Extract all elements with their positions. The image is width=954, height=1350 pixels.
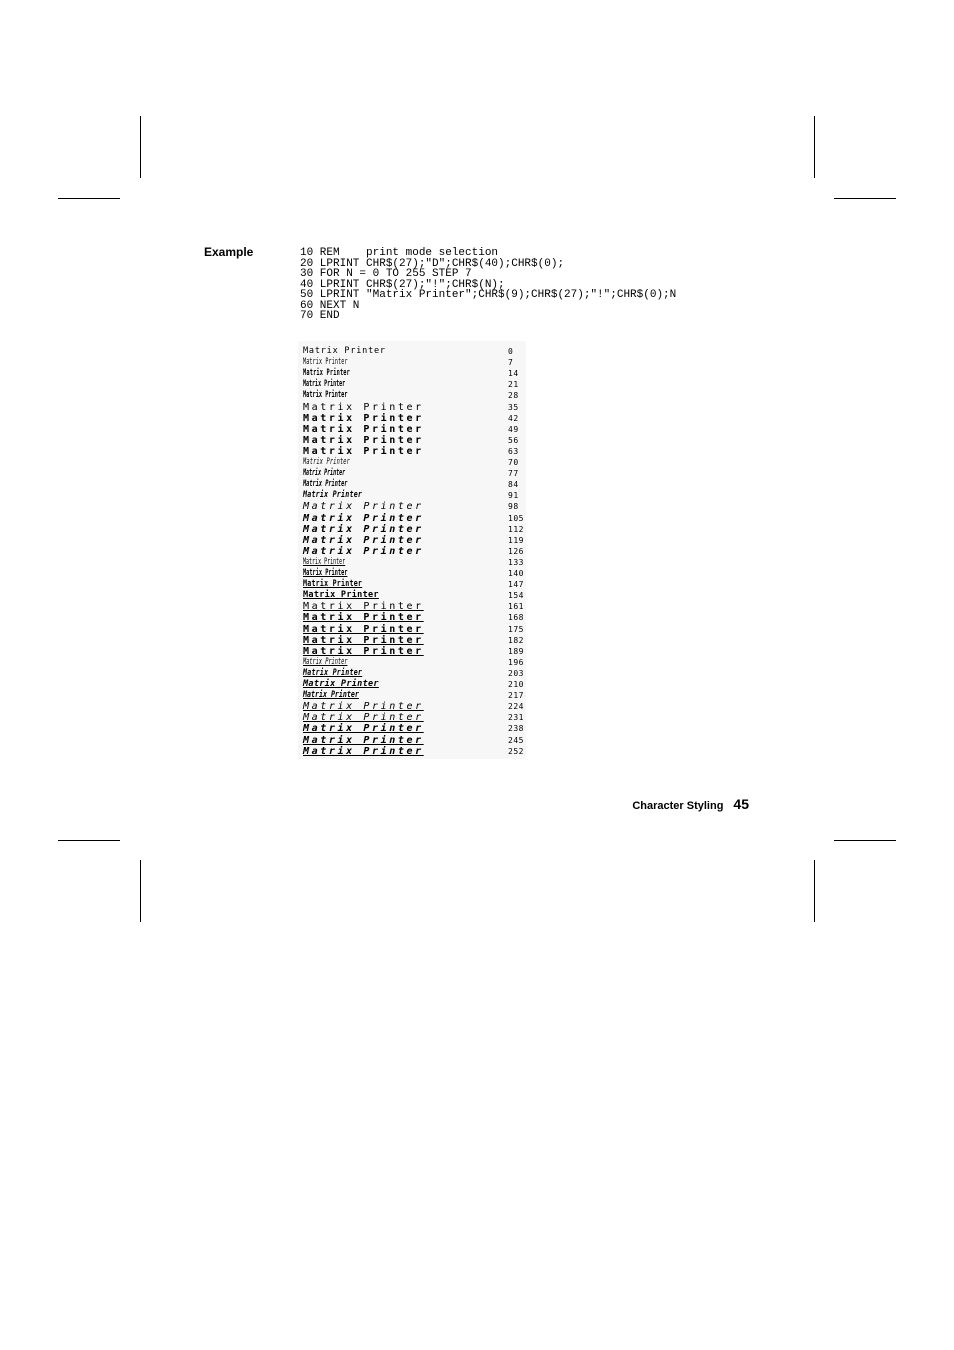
print-mode-value: 7 bbox=[508, 358, 514, 368]
print-sample-text: Matrix Printer bbox=[303, 390, 348, 401]
example-label: Example bbox=[204, 245, 254, 259]
print-sample-text: Matrix Printer bbox=[303, 712, 424, 724]
print-sample-text: Matrix Printer bbox=[303, 579, 363, 590]
print-sample-text: Matrix Printer bbox=[303, 523, 424, 535]
print-sample-row bbox=[298, 679, 526, 690]
print-sample-row bbox=[298, 479, 526, 490]
print-sample-row bbox=[298, 601, 526, 612]
print-mode-value: 168 bbox=[508, 613, 524, 623]
code-line: 20 LPRINT CHR$(27);"D";CHR$(40);CHR$(0); bbox=[300, 257, 565, 270]
print-mode-value: 70 bbox=[508, 458, 519, 467]
crop-mark-bottom-left-horizontal bbox=[58, 840, 120, 841]
crop-mark-bottom-left-vertical bbox=[140, 860, 141, 922]
print-mode-value: 161 bbox=[508, 602, 524, 612]
print-sample-text: Matrix Printer bbox=[303, 434, 424, 446]
code-listing bbox=[300, 248, 676, 322]
print-mode-value: 84 bbox=[508, 480, 519, 490]
print-sample-row bbox=[298, 668, 526, 679]
print-sample-row bbox=[298, 612, 526, 623]
print-mode-value: 210 bbox=[508, 680, 524, 689]
print-sample-row bbox=[298, 357, 526, 368]
print-mode-value: 203 bbox=[508, 668, 524, 678]
print-sample-text: Matrix Printer bbox=[303, 745, 424, 757]
print-sample-text: Matrix Printer bbox=[303, 634, 424, 646]
page-number: 45 bbox=[733, 796, 749, 812]
code-line: 70 END bbox=[300, 310, 340, 322]
print-mode-value: 28 bbox=[508, 391, 519, 401]
print-sample-text: Matrix Printer bbox=[303, 679, 379, 689]
print-sample-text: Matrix Printer bbox=[303, 734, 424, 746]
print-sample-text: Matrix Printer bbox=[303, 534, 424, 546]
print-sample-row bbox=[298, 557, 526, 568]
print-sample-text: Matrix Printer bbox=[303, 612, 424, 624]
crop-mark-top-right-vertical bbox=[814, 116, 815, 178]
print-sample-row bbox=[298, 468, 526, 479]
print-sample-text: Matrix Printer bbox=[303, 590, 379, 601]
print-sample-text: Matrix Printer bbox=[303, 490, 363, 501]
print-mode-value: 147 bbox=[508, 580, 524, 590]
print-sample-row bbox=[298, 690, 526, 701]
print-sample-row bbox=[298, 546, 526, 557]
footer-section-title: Character Styling bbox=[632, 800, 724, 812]
print-mode-value: 182 bbox=[508, 635, 524, 645]
crop-mark-bottom-right-horizontal bbox=[834, 840, 896, 841]
crop-mark-top-left-horizontal bbox=[58, 198, 120, 199]
print-sample-text: Matrix Printer bbox=[303, 601, 424, 613]
print-mode-value: 238 bbox=[508, 724, 524, 734]
print-mode-value: 154 bbox=[508, 591, 524, 601]
code-line: 10 REM print mode selection bbox=[300, 247, 499, 259]
print-sample-text: Matrix Printer bbox=[303, 545, 424, 557]
print-sample-text: Matrix Printer bbox=[303, 656, 348, 667]
print-mode-value: 0 bbox=[508, 347, 514, 356]
print-mode-value: 252 bbox=[508, 746, 524, 756]
print-sample-text: Matrix Printer bbox=[303, 357, 348, 368]
print-mode-value: 133 bbox=[508, 557, 524, 567]
print-sample-text: Matrix Printer bbox=[303, 457, 351, 467]
print-sample-row bbox=[298, 701, 526, 712]
print-mode-value: 217 bbox=[508, 691, 524, 701]
print-mode-value: 112 bbox=[508, 524, 524, 534]
print-mode-value: 126 bbox=[508, 546, 524, 556]
print-sample-text: Matrix Printer bbox=[303, 379, 346, 390]
print-sample-text: Matrix Printer bbox=[303, 667, 363, 678]
print-sample-text: Matrix Printer bbox=[303, 479, 348, 490]
print-sample-row bbox=[298, 490, 526, 501]
crop-mark-top-right-horizontal bbox=[834, 198, 896, 199]
print-sample-row bbox=[298, 346, 526, 357]
print-sample-text: Matrix Printer bbox=[303, 568, 348, 578]
print-sample-output bbox=[298, 341, 526, 759]
code-line: 40 LPRINT CHR$(27);"!";CHR$(N); bbox=[300, 278, 505, 291]
code-line: 30 FOR N = 0 TO 255 STEP 7 bbox=[300, 268, 472, 280]
print-mode-value: 91 bbox=[508, 491, 519, 501]
print-sample-text: Matrix Printer bbox=[303, 645, 424, 657]
print-sample-row bbox=[298, 635, 526, 646]
print-sample-text: Matrix Printer bbox=[303, 701, 424, 713]
print-sample-row bbox=[298, 457, 526, 468]
print-sample-row bbox=[298, 513, 526, 524]
print-sample-row bbox=[298, 735, 526, 746]
print-sample-row bbox=[298, 579, 526, 590]
print-mode-value: 189 bbox=[508, 646, 524, 656]
print-mode-value: 175 bbox=[508, 624, 524, 634]
print-sample-row bbox=[298, 446, 526, 457]
print-mode-value: 14 bbox=[508, 369, 519, 379]
print-sample-text: Matrix Printer bbox=[303, 401, 424, 413]
print-sample-text: Matrix Printer bbox=[303, 501, 424, 513]
print-sample-row bbox=[298, 590, 526, 601]
print-sample-text: Matrix Printer bbox=[303, 723, 424, 735]
print-sample-text: Matrix Printer bbox=[303, 346, 386, 356]
crop-mark-bottom-right-vertical bbox=[814, 860, 815, 922]
print-mode-value: 56 bbox=[508, 435, 519, 445]
print-sample-row bbox=[298, 368, 526, 379]
print-mode-value: 231 bbox=[508, 713, 524, 723]
print-sample-row bbox=[298, 424, 526, 435]
code-line: 50 LPRINT "Matrix Printer";CHR$(9);CHR$(27);"!";CHR$(0);N bbox=[300, 289, 677, 301]
print-sample-row bbox=[298, 379, 526, 390]
print-sample-row bbox=[298, 624, 526, 635]
print-sample-row bbox=[298, 535, 526, 546]
print-sample-row bbox=[298, 746, 526, 757]
print-mode-value: 42 bbox=[508, 413, 519, 423]
print-sample-row bbox=[298, 657, 526, 668]
print-sample-text: Matrix Printer bbox=[303, 690, 359, 701]
page-footer bbox=[632, 796, 749, 812]
print-mode-value: 245 bbox=[508, 735, 524, 745]
print-sample-row bbox=[298, 712, 526, 723]
print-mode-value: 21 bbox=[508, 380, 519, 390]
crop-mark-top-left-vertical bbox=[140, 116, 141, 178]
print-mode-value: 140 bbox=[508, 569, 524, 578]
print-mode-value: 63 bbox=[508, 446, 519, 456]
print-sample-row bbox=[298, 413, 526, 424]
print-sample-row bbox=[298, 524, 526, 535]
print-sample-text: Matrix Printer bbox=[303, 556, 346, 567]
print-sample-text: Matrix Printer bbox=[303, 468, 346, 479]
print-mode-value: 119 bbox=[508, 535, 524, 545]
print-mode-value: 35 bbox=[508, 402, 519, 412]
print-sample-text: Matrix Printer bbox=[303, 423, 424, 435]
print-sample-row bbox=[298, 402, 526, 413]
print-mode-value: 224 bbox=[508, 702, 524, 712]
print-sample-row bbox=[298, 646, 526, 657]
print-mode-value: 77 bbox=[508, 469, 519, 479]
print-sample-text: Matrix Printer bbox=[303, 512, 424, 524]
code-line: 60 NEXT N bbox=[300, 299, 360, 312]
print-sample-text: Matrix Printer bbox=[303, 623, 424, 635]
print-sample-row bbox=[298, 435, 526, 446]
print-mode-value: 49 bbox=[508, 424, 519, 434]
print-mode-value: 196 bbox=[508, 657, 524, 667]
print-sample-row bbox=[298, 390, 526, 401]
print-sample-text: Matrix Printer bbox=[303, 412, 424, 424]
print-sample-row bbox=[298, 501, 526, 512]
print-sample-text: Matrix Printer bbox=[303, 445, 424, 457]
print-sample-text: Matrix Printer bbox=[303, 368, 351, 379]
print-sample-row bbox=[298, 568, 526, 579]
print-mode-value: 98 bbox=[508, 502, 519, 512]
print-mode-value: 105 bbox=[508, 513, 524, 523]
print-sample-row bbox=[298, 723, 526, 734]
